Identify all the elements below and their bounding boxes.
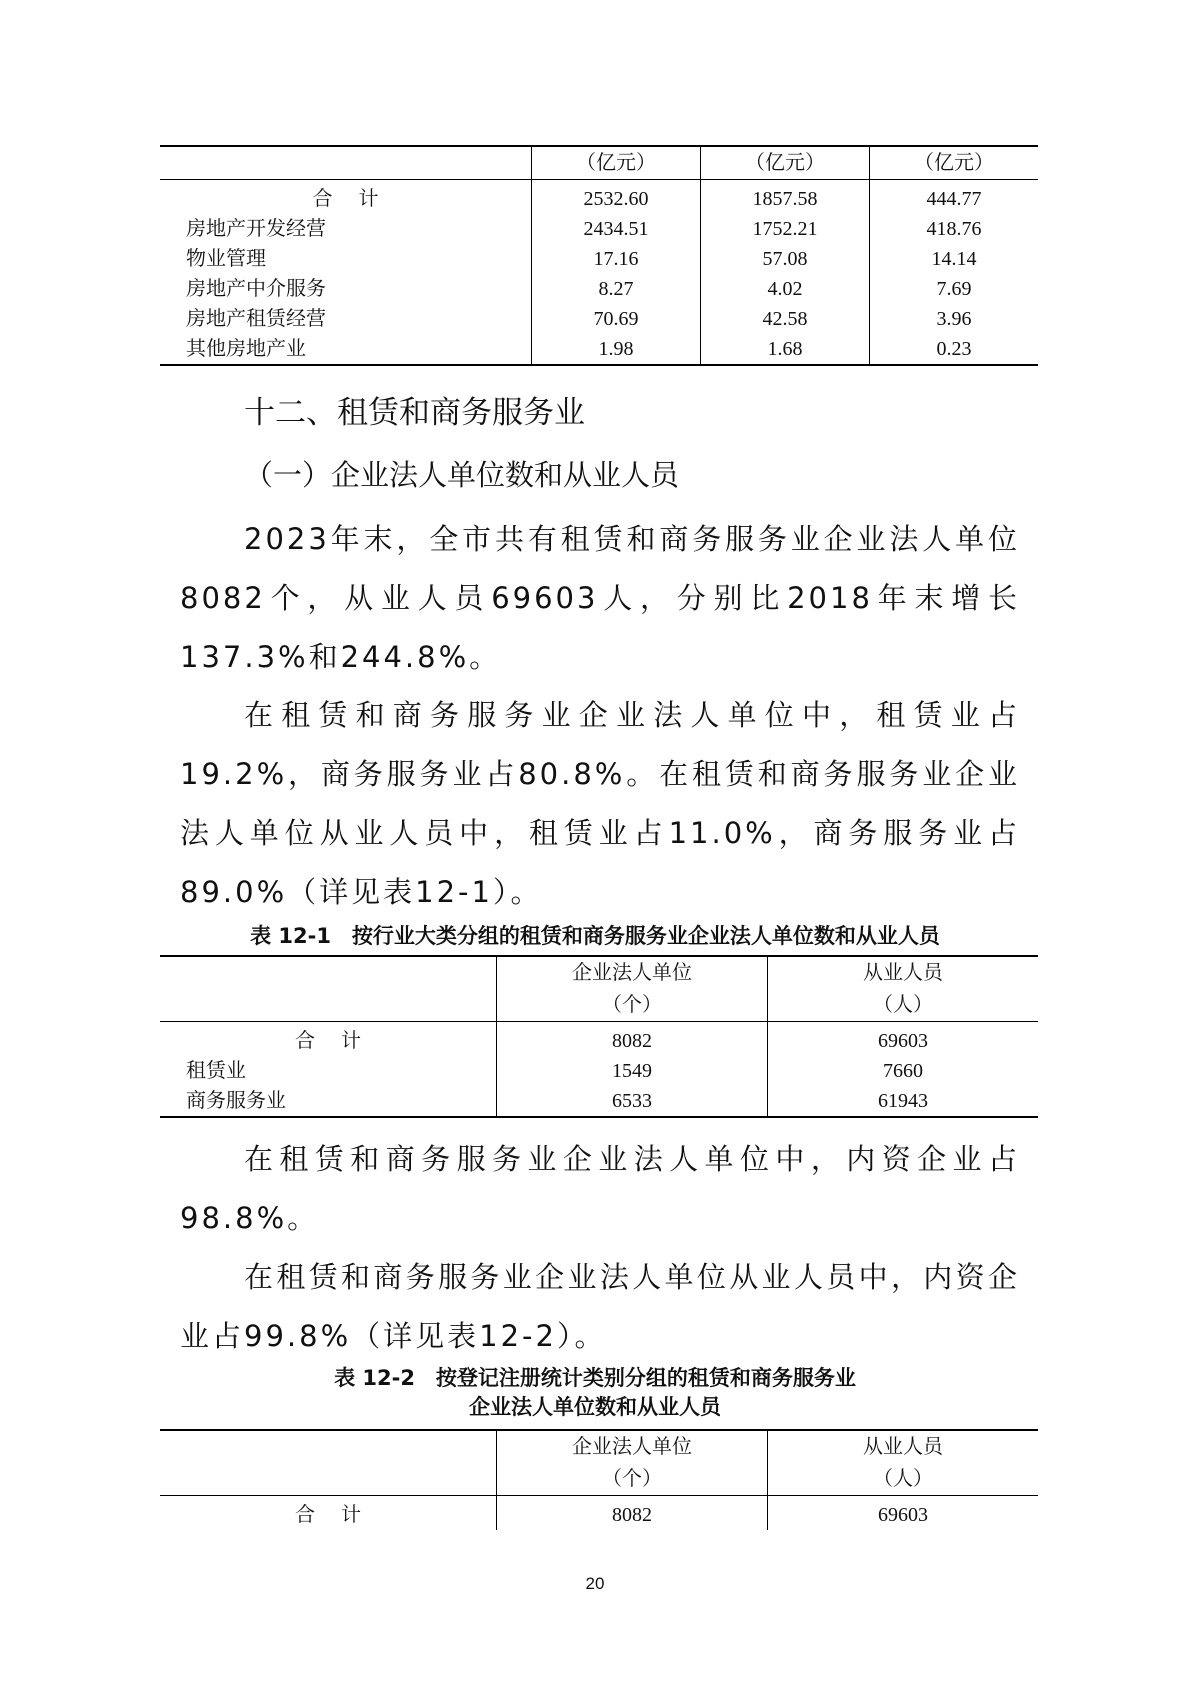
table-caption-line2: 企业法人单位数和从业人员 [469,1395,721,1419]
table-row [160,304,1038,334]
cell-value: 8082 [497,1496,768,1531]
table-caption: 表 12-1 按行业大类分组的租赁和商务服务业企业法人单位数和从业人员 [250,924,940,948]
row-label: 合计 [295,1030,387,1052]
row-label: 房地产开发经营 [186,218,326,240]
cell-value: 3.96 [870,304,1039,334]
col-header: 企业法人单位 [497,956,768,989]
row-label: 房地产中介服务 [186,278,326,300]
row-label: 其他房地产业 [186,338,306,360]
table-header-row [160,1430,1038,1463]
cell-value: 1.68 [701,334,870,365]
table-header-unit-row [160,989,1038,1022]
real-estate-table [160,145,1038,366]
unit-col2: （亿元） [701,146,870,180]
col-header: 从业人员 [768,1430,1039,1463]
table-row [160,334,1038,365]
paragraph: 在租赁和商务服务业企业法人单位中，租赁业占19.2%，商务服务业占80.8%。在租赁和商务服务业企业法人单位从业人员中，租赁业占11.0%，商务服务业占89.0%（详见表12-1）。 [180,698,1020,909]
cell-value: 61943 [768,1086,1039,1117]
table-row [160,1022,1038,1057]
row-label: 租赁业 [186,1060,246,1082]
cell-value: 8082 [497,1022,768,1057]
cell-value: 1857.58 [701,180,870,215]
table-row [160,1496,1038,1531]
page-number: 20 [585,1574,605,1593]
table-row [160,244,1038,274]
cell-value: 6533 [497,1086,768,1117]
table-row [160,180,1038,215]
col-unit: （人） [768,989,1039,1022]
section-heading: 十二、租赁和商务服务业 [244,395,585,431]
cell-value: 1752.21 [701,214,870,244]
cell-value: 444.77 [870,180,1039,215]
header-blank [160,989,497,1022]
col-header: 企业法人单位 [497,1430,768,1463]
col-unit: （个） [497,1463,768,1496]
table-12-1 [160,955,1038,1118]
header-blank [160,1430,497,1463]
paragraph: 在租赁和商务服务业企业法人单位从业人员中，内资企业占99.8%（详见表12-2）。 [180,1260,1020,1353]
cell-value: 7.69 [870,274,1039,304]
header-blank [160,956,497,989]
col-header: 从业人员 [768,956,1039,989]
cell-value: 7660 [768,1056,1039,1086]
cell-value: 0.23 [870,334,1039,365]
cell-value: 2434.51 [532,214,701,244]
table-caption: 表 12-2 按登记注册统计类别分组的租赁和商务服务业 [334,1366,856,1390]
unit-col1: （亿元） [532,146,701,180]
cell-value: 1549 [497,1056,768,1086]
table-header-row [160,956,1038,989]
cell-value: 70.69 [532,304,701,334]
unit-col3: （亿元） [870,146,1039,180]
row-label: 合计 [312,188,405,210]
row-label: 商务服务业 [186,1090,286,1112]
table-header-unit-row [160,1463,1038,1496]
cell-value: 57.08 [701,244,870,274]
subsection-heading: （一）企业法人单位数和从业人员 [244,458,680,492]
cell-value: 14.14 [870,244,1039,274]
table-header-row [160,146,1038,180]
col-unit: （人） [768,1463,1039,1496]
cell-value: 69603 [768,1496,1039,1531]
cell-value: 2532.60 [532,180,701,215]
row-label: 物业管理 [186,248,266,270]
row-label: 合计 [295,1504,387,1526]
table-row [160,1086,1038,1117]
table-row [160,1056,1038,1086]
paragraph: 2023年末，全市共有租赁和商务服务业企业法人单位8082个，从业人员69603人，分别比2018年末增长137.3%和244.8%。 [180,522,1020,674]
header-blank [160,146,532,180]
cell-value: 418.76 [870,214,1039,244]
cell-value: 69603 [768,1022,1039,1057]
paragraph: 在租赁和商务服务业企业法人单位中，内资企业占98.8%。 [180,1142,1020,1235]
col-unit: （个） [497,989,768,1022]
table-row [160,274,1038,304]
table-row [160,214,1038,244]
cell-value: 42.58 [701,304,870,334]
header-blank [160,1463,497,1496]
cell-value: 8.27 [532,274,701,304]
table-12-2 [160,1429,1038,1530]
cell-value: 4.02 [701,274,870,304]
cell-value: 17.16 [532,244,701,274]
row-label: 房地产租赁经营 [186,308,326,330]
cell-value: 1.98 [532,334,701,365]
